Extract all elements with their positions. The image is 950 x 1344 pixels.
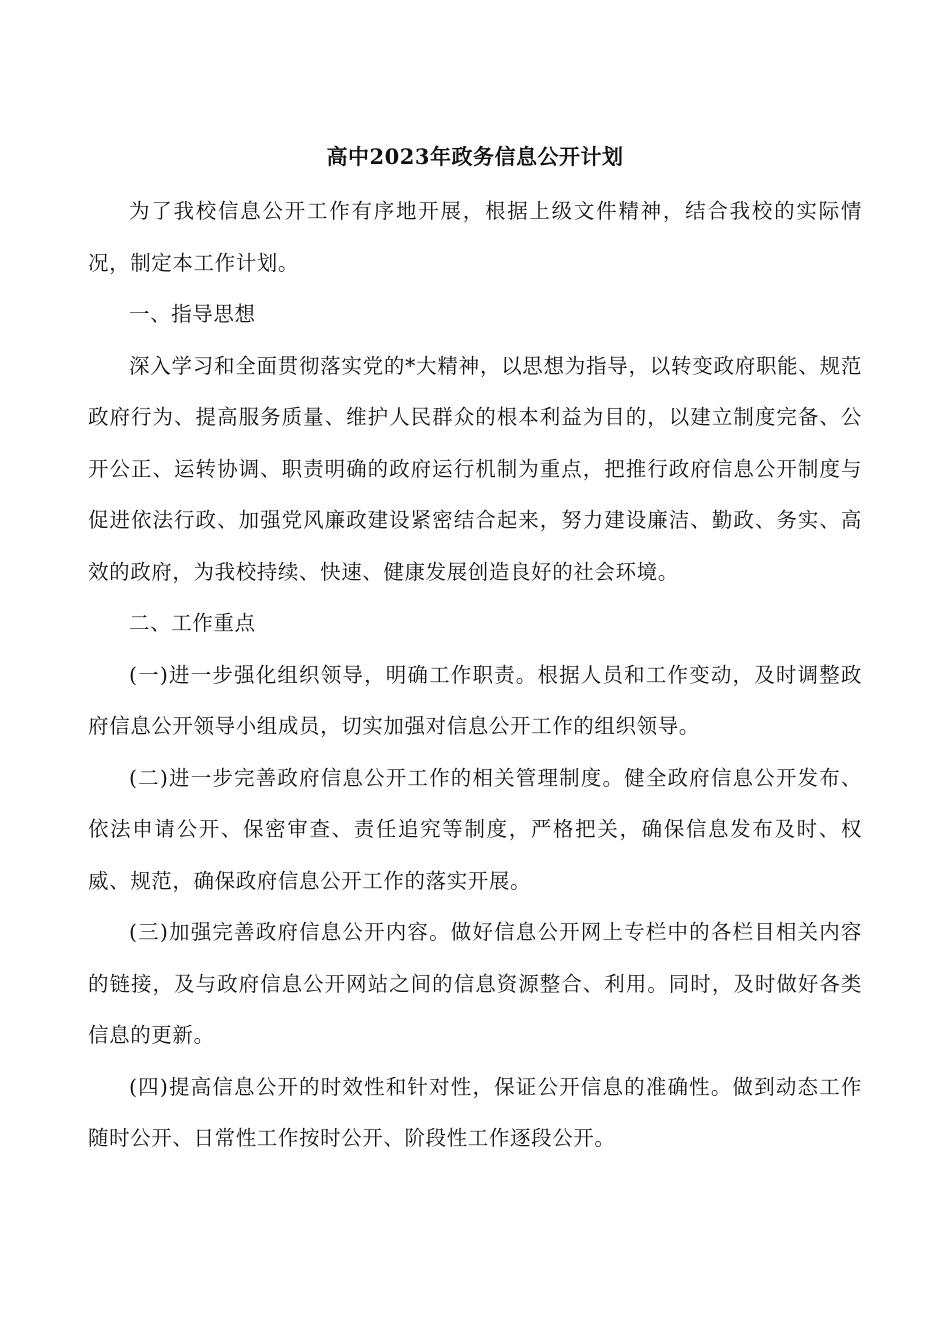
work-focus-item: (二)进一步完善政府信息公开工作的相关管理制度。健全政府信息公开发布、依法申请公开、保密审查、责任追究等制度，严格把关，确保信息发布及时、权威、规范，确保政府信息公开工作的落实开展。 bbox=[88, 765, 862, 893]
section-heading-work-focus: 二、工作重点 bbox=[129, 611, 256, 635]
section-heading-guiding-thought: 一、指导思想 bbox=[129, 302, 256, 326]
document-title: 高中2023年政务信息公开计划 bbox=[326, 144, 624, 169]
intro-paragraph: 为了我校信息公开工作有序地开展，根据上级文件精神，结合我校的实际情况，制定本工作计划。 bbox=[88, 199, 862, 275]
work-focus-item: (一)进一步强化组织领导，明确工作职责。根据人员和工作变动，及时调整政府信息公开领导小组成员，切实加强对信息公开工作的组织领导。 bbox=[88, 662, 862, 738]
guiding-thought-paragraph: 深入学习和全面贯彻落实党的*大精神，以思想为指导，以转变政府职能、规范政府行为、提高服务质量、维护人民群众的根本利益为目的，以建立制度完备、公开公正、运转协调、职责明确的政府运行机制为重点，把推行政府信息公开制度与促进依法行政、加强党风廉政建设紧密结合起来，努力建设廉洁、勤政、务实、高效的政府，为我校持续、快速、健康发展创造良好的社会环境。 bbox=[88, 353, 862, 584]
work-focus-item: (四)提高信息公开的时效性和针对性，保证公开信息的准确性。做到动态工作随时公开、日常性工作按时公开、阶段性工作逐段公开。 bbox=[88, 1074, 862, 1150]
work-focus-item: (三)加强完善政府信息公开内容。做好信息公开网上专栏中的各栏目相关内容的链接，及与政府信息公开网站之间的信息资源整合、利用。同时，及时做好各类信息的更新。 bbox=[88, 920, 862, 1047]
document-page bbox=[88, 132, 862, 1165]
